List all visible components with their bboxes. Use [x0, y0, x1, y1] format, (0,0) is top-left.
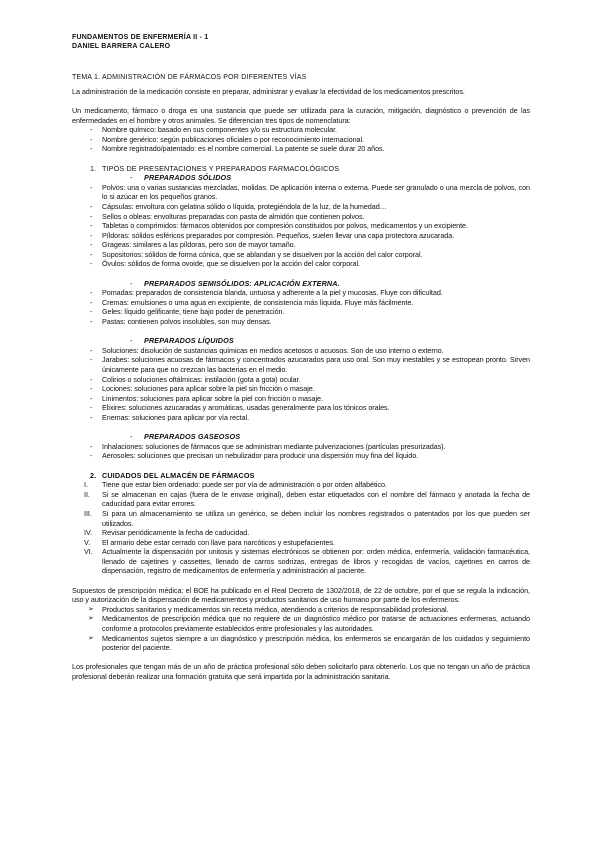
gases-list	[72, 442, 530, 461]
liquids-list	[72, 346, 530, 423]
list-item: - Geles: líquido gelificante, tiene bajo poder de penetración.	[72, 307, 530, 317]
nomenclature-list	[72, 125, 530, 154]
item-number: IV.	[84, 528, 92, 538]
list-item: - Supositorios: sólidos de forma cónica, que se ablandan y se disuelven por la acción del calor corporal.	[72, 250, 530, 260]
list-item: - Nombre registrado/patentado: es el nombre comercial. La patente se suele durar 20 años.	[72, 144, 530, 154]
item-number: II.	[84, 489, 90, 499]
section-heading	[72, 164, 530, 174]
subsection-heading-gases: - PREPARADOS GASEOSOS	[72, 432, 530, 442]
list-item: ➢ Medicamentos sujetos siempre a un diagnóstico y prescripción médica, los enfermeros se encargarán de los cuidados y seguimiento posterior del paciente.	[72, 634, 530, 653]
list-item: - Tabletas o comprimidos: fármacos obtenidos por compresión constituidos por polvos, medicamentos y un excipiente.	[72, 221, 530, 231]
semisolids-list	[72, 288, 530, 326]
list-item: - Nombre genérico: según publicaciones oficiales o por reconocimiento internacional.	[72, 135, 530, 145]
item-number: V.	[84, 537, 91, 547]
item-number: VI.	[84, 547, 93, 557]
list-item: - Jarabes: soluciones acuosas de fármacos y concentrados azucarados para uso oral. Son muy inestables y se estropean pronto. Sirven únicamente para que no crezcan las bacterias en el medio.	[72, 355, 530, 374]
list-item: - Soluciones: disolución de sustancias químicas en medios acetosos o acuosos. Son de uso interno o externo.	[72, 346, 530, 356]
section-number: 2.	[90, 470, 97, 480]
storage-care-list	[72, 480, 530, 576]
closing-paragraph: Los profesionales que tengan más de un año de práctica profesional sólo deben solicitarlo para obtenerlo. Los que no tengan un año de práctica profesional deberán realizar una formación gratuita que será impartida por la administración sanitaria.	[72, 662, 530, 681]
list-item	[72, 509, 530, 528]
list-item: - Pomadas: preparados de consistencia blanda, untuosa y adherente a la piel y mucosas. Fluye con dificultad.	[72, 288, 530, 298]
item-text: Si se almacenan en cajas (fuera de le envase original), deben estar etiquetados con el nombre del fármaco y anotada la fecha de caducidad para evitar errores.	[102, 489, 530, 509]
list-item: - Óvulos: sólidos de forma ovoide, que se disuelven por la acción del calor corporal.	[72, 259, 530, 269]
item-number: I.	[84, 480, 88, 490]
list-item: - Colirios o soluciones oftálmicas: instilación (gota a gota) ocular.	[72, 375, 530, 385]
item-text: El armario debe estar cerrado con llave para narcóticos y estupefacientes.	[102, 537, 335, 547]
list-item	[72, 528, 530, 538]
section-number: 1.	[90, 163, 97, 173]
definition-paragraph: Un medicamento, fármaco o droga es una sustancia que puede ser utilizada para la curación, mitigación, diagnóstico o prevención de las enfermedades en el hombre y otros animales. Se diferencian tres tipos de nomenclatura:	[72, 105, 530, 125]
list-item	[72, 547, 530, 576]
list-item	[72, 490, 530, 509]
item-number: III.	[84, 508, 92, 518]
subsection-heading-semisolids: - PREPARADOS SEMISÓLIDOS: APLICACIÓN EXTERNA.	[72, 279, 530, 289]
intro-paragraph: La administración de la medicación consiste en preparar, administrar y evaluar la efectividad de los medicamentos prescritos.	[72, 86, 465, 96]
section-heading	[72, 471, 530, 481]
list-item: - Sellos o obleas: envolturas preparadas con pasta de almidón que contienen polvos.	[72, 212, 530, 222]
prescription-paragraph: Supuestos de prescripción médica: el BOE ha publicado en el Real Decreto de 1302/2018, de 22 de octubre, por el que se regula la indicación, uso y autorización de la dispensación de medicamentos y productos sanitarios de uso humano por parte de los enfermeros.	[72, 585, 530, 605]
topic-title: TEMA 1. ADMINISTRACIÓN DE FÁRMACOS POR DIFERENTES VÍAS	[72, 74, 307, 82]
list-item: - Cremas: emulsiones o uma agua en excipiente, de consistencia más líquida. Fluye más fácilmente.	[72, 298, 530, 308]
list-item: - Aerosoles: soluciones que precisan un nebulizador para producir una dispersión muy fina del líquido.	[72, 451, 530, 461]
item-text: Tiene que estar bien ordenado: puede ser por vía de administración o por orden alfabético.	[102, 480, 387, 490]
list-item	[72, 480, 530, 490]
list-item: ➢ Medicamentos de prescripción médica que no requiere de un diagnóstico médico por tratarse de actuaciones enfermeras, actuando conforme a protocolos previamente establecidos entre profesionales y las autoridades.	[72, 614, 530, 633]
author-name: DANIEL BARRERA CALERO	[72, 42, 171, 50]
list-item: - Píldoras: sólidos esféricos preparados por compresión. Pequeños, suelen llevar una capa protectora azucarada.	[72, 231, 530, 241]
list-item	[72, 538, 530, 548]
list-item: - Elixires: soluciones azucaradas y aromáticas, usadas generalmente para los tónicos orales.	[72, 403, 530, 413]
solids-list	[72, 183, 530, 269]
list-item: - Nombre químico: basado en sus componentes y/o su estructura molecular.	[72, 125, 530, 135]
list-item: - Polvos: una o varias sustancias mezcladas, molidas. De aplicación interna o externa. Puede ser granulado o una mezcla de polvos, con lo si azúcar en los pequeños granos.	[72, 183, 530, 202]
list-item: - Grageas: similares a las píldoras, pero son de mayor tamaño.	[72, 240, 530, 250]
item-text: Actualmente la dispensación por unitosis y sistemas electrónicos se obtienen por: orden médica, enfermería, validación farmacéutica, llenado de cajetines y cassettes, llenado de carros sodrizas, entregas de libros y recogidas de vacíos, cajetines en carros de dispensación, registro de medicamentos de enfermería y administración al paciente.	[102, 547, 530, 576]
list-item: - Enemas: soluciones para aplicar por vía rectal.	[72, 413, 530, 423]
item-text: Revisar periódicamente la fecha de caducidad.	[102, 528, 250, 538]
list-item: - Inhalaciones: soluciones de fármacos que se administran mediante pulverizaciones (partículas presurizadas).	[72, 442, 530, 452]
list-item: ➢ Productos sanitarios y medicamentos sin receta médica, atendiendo a criterios de responsabilidad profesional.	[72, 605, 530, 615]
subsection-heading-liquids: - PREPARADOS LÍQUIDOS	[72, 336, 530, 346]
course-title: FUNDAMENTOS DE ENFERMERÍA II - 1	[72, 34, 209, 41]
list-item: - Cápsulas: envoltura con gelatina sólido o líquida, protegiéndola de la luz, de la humedad…	[72, 202, 530, 212]
section-title: TIPOS DE PRESENTACIONES Y PREPARADOS FARMACOLÓGICOS	[102, 163, 340, 173]
list-item: - Lociones: soluciones para aplicar sobre la piel sin fricción o masaje.	[72, 384, 530, 394]
prescription-list	[72, 605, 530, 653]
subsection-heading-solids: - PREPARADOS SÓLIDOS	[72, 173, 530, 183]
list-item: - Linimentos: soluciones para aplicar sobre la piel con fricción o masaje.	[72, 394, 530, 404]
section-title: CUIDADOS DEL ALMACÉN DE FÁRMACOS	[102, 470, 255, 480]
item-text: Si para un almacenamiento se utiliza un genérico, se deben incluir los nombres registrados o patentados por los que pueden ser utilizados.	[102, 508, 530, 528]
document-page	[72, 34, 530, 682]
list-item: - Pastas: contienen polvos insolubles, son muy densas.	[72, 317, 530, 327]
